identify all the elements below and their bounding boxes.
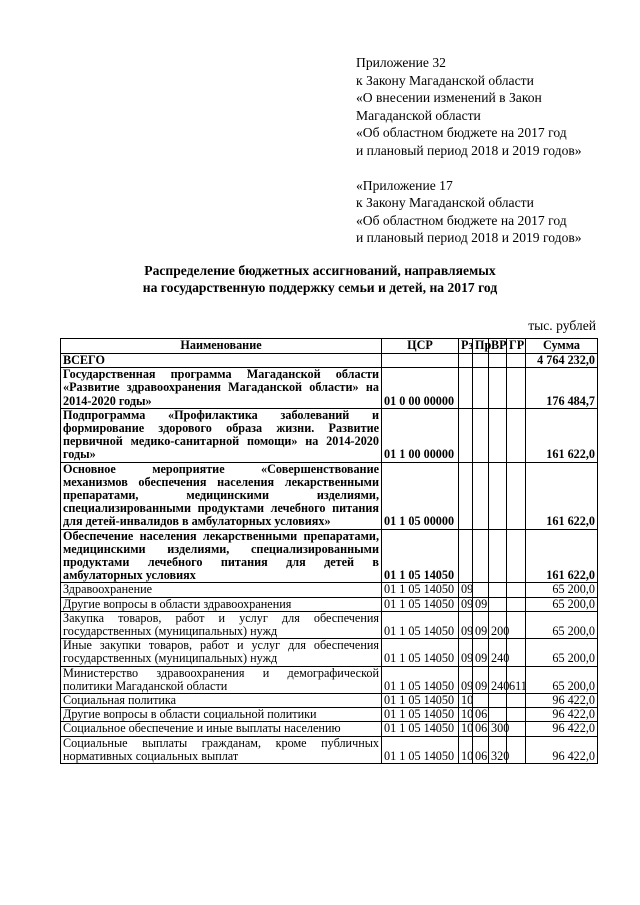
cell-csr	[382, 354, 459, 368]
cell-name: Министерство здравоохранения и демографической политики Магаданской области	[61, 666, 382, 693]
cell-csr: 01 1 05 14050	[382, 722, 459, 736]
table-row	[61, 597, 598, 611]
cell-rz	[459, 368, 473, 409]
table-row	[61, 694, 598, 708]
cell-rz: 09	[459, 583, 473, 597]
cell-rz: 10	[459, 736, 473, 763]
cell-sum: 96 422,0	[526, 694, 598, 708]
header-pr: Пр	[473, 339, 489, 354]
cell-vr	[489, 694, 507, 708]
cell-pr	[473, 462, 489, 529]
cell-gr	[507, 354, 526, 368]
cell-pr	[473, 529, 489, 583]
table-row	[61, 736, 598, 763]
cell-rz	[459, 408, 473, 462]
appendix-header	[356, 54, 626, 247]
cell-pr: 09	[473, 611, 489, 638]
cell-name: ВСЕГО	[61, 354, 382, 368]
header-rz: Рз	[459, 339, 473, 354]
cell-pr	[473, 583, 489, 597]
cell-name: Подпрограмма «Профилактика заболеваний и формирование здорового образа жизни. Развитие первичной медико-санитарной помощи» на 2014-2020 годы»	[61, 408, 382, 462]
cell-rz: 09	[459, 639, 473, 666]
cell-gr	[507, 408, 526, 462]
cell-name: Основное мероприятие «Совершенствование механизмов обеспечения населения лекарственными препаратами, медицинскими изделиями, специализированными продуктами лечебного питания для детей-инвалидов в амбулаторных условиях»	[61, 462, 382, 529]
cell-sum: 161 622,0	[526, 529, 598, 583]
table-row	[61, 722, 598, 736]
header-sum: Сумма	[526, 339, 598, 354]
cell-pr: 09	[473, 666, 489, 693]
cell-gr: 611	[507, 666, 526, 693]
cell-vr	[489, 708, 507, 722]
table-row	[61, 708, 598, 722]
cell-gr	[507, 736, 526, 763]
cell-sum: 65 200,0	[526, 639, 598, 666]
cell-sum: 65 200,0	[526, 611, 598, 638]
cell-pr: 06	[473, 722, 489, 736]
table-row	[61, 529, 598, 583]
table-body	[61, 354, 598, 764]
cell-rz	[459, 462, 473, 529]
cell-vr	[489, 368, 507, 409]
cell-rz: 09	[459, 666, 473, 693]
cell-vr	[489, 597, 507, 611]
cell-sum: 161 622,0	[526, 462, 598, 529]
cell-gr	[507, 611, 526, 638]
cell-sum: 176 484,7	[526, 368, 598, 409]
cell-sum: 96 422,0	[526, 722, 598, 736]
cell-pr: 06	[473, 736, 489, 763]
cell-sum: 96 422,0	[526, 708, 598, 722]
cell-sum: 161 622,0	[526, 408, 598, 462]
spacer	[356, 160, 626, 177]
cell-gr	[507, 708, 526, 722]
cell-rz	[459, 354, 473, 368]
table-row	[61, 462, 598, 529]
cell-gr	[507, 722, 526, 736]
cell-pr	[473, 368, 489, 409]
cell-pr: 09	[473, 597, 489, 611]
cell-gr	[507, 639, 526, 666]
appendix-block-original: «Приложение 17 к Закону Магаданской области «Об областном бюджете на 2017 год и плановый период 2018 и 2019 годов»	[356, 177, 582, 246]
cell-pr: 09	[473, 639, 489, 666]
cell-name: Социальное обеспечение и иные выплаты населению	[61, 722, 382, 736]
cell-vr	[489, 462, 507, 529]
cell-sum: 4 764 232,0	[526, 354, 598, 368]
header-gr: ГР	[507, 339, 526, 354]
table-row	[61, 611, 598, 638]
table-row	[61, 639, 598, 666]
cell-csr: 01 1 05 14050	[382, 708, 459, 722]
cell-gr	[507, 597, 526, 611]
cell-vr: 200	[489, 611, 507, 638]
cell-sum: 65 200,0	[526, 666, 598, 693]
cell-csr: 01 1 05 14050	[382, 597, 459, 611]
cell-rz: 10	[459, 708, 473, 722]
cell-csr: 01 1 05 14050	[382, 736, 459, 763]
cell-name: Другие вопросы в области социальной политики	[61, 708, 382, 722]
cell-gr	[507, 694, 526, 708]
cell-gr	[507, 368, 526, 409]
cell-csr: 01 1 00 00000	[382, 408, 459, 462]
cell-csr: 01 1 05 14050	[382, 694, 459, 708]
cell-csr: 01 1 05 00000	[382, 462, 459, 529]
cell-rz: 10	[459, 694, 473, 708]
cell-vr: 240	[489, 666, 507, 693]
cell-gr	[507, 583, 526, 597]
cell-pr	[473, 408, 489, 462]
cell-name: Здравоохранение	[61, 583, 382, 597]
units-label: тыс. рублей	[528, 318, 596, 333]
cell-vr: 240	[489, 639, 507, 666]
cell-name: Обеспечение населения лекарственными препаратами, медицинскими изделиями, специализированными продуктами лечебного питания для детей в амбулаторных условиях	[61, 529, 382, 583]
cell-name: Социальная политика	[61, 694, 382, 708]
cell-gr	[507, 462, 526, 529]
header-vr: ВР	[489, 339, 507, 354]
cell-csr: 01 0 00 00000	[382, 368, 459, 409]
cell-vr: 300	[489, 722, 507, 736]
cell-sum: 65 200,0	[526, 583, 598, 597]
header-csr: ЦСР	[382, 339, 459, 354]
cell-name: Социальные выплаты гражданам, кроме публичных нормативных социальных выплат	[61, 736, 382, 763]
cell-csr: 01 1 05 14050	[382, 666, 459, 693]
table-row	[61, 354, 598, 368]
cell-name: Закупка товаров, работ и услуг для обеспечения государственных (муниципальных) нужд	[61, 611, 382, 638]
cell-name: Иные закупки товаров, работ и услуг для обеспечения государственных (муниципальных) нужд	[61, 639, 382, 666]
table-row	[61, 368, 598, 409]
cell-csr: 01 1 05 14050	[382, 639, 459, 666]
cell-csr: 01 1 05 14050	[382, 611, 459, 638]
cell-vr	[489, 529, 507, 583]
cell-vr: 320	[489, 736, 507, 763]
cell-vr	[489, 354, 507, 368]
cell-sum: 65 200,0	[526, 597, 598, 611]
table-row	[61, 408, 598, 462]
appendix-block-current: Приложение 32 к Закону Магаданской области «О внесении изменений в Закон Магаданской области «Об областном бюджете на 2017 год и плановый период 2018 и 2019 годов»	[356, 55, 582, 158]
cell-pr: 06	[473, 708, 489, 722]
cell-rz: 09	[459, 611, 473, 638]
cell-vr	[489, 583, 507, 597]
table-header-row	[61, 339, 598, 354]
budget-table	[60, 338, 598, 764]
cell-rz: 09	[459, 597, 473, 611]
cell-sum: 96 422,0	[526, 736, 598, 763]
cell-pr	[473, 694, 489, 708]
document-title: Распределение бюджетных ассигнований, направляемых на государственную поддержку семьи и детей, на 2017 год	[142, 263, 498, 295]
cell-rz	[459, 529, 473, 583]
cell-vr	[489, 408, 507, 462]
cell-gr	[507, 529, 526, 583]
cell-csr: 01 1 05 14050	[382, 583, 459, 597]
cell-name: Другие вопросы в области здравоохранения	[61, 597, 382, 611]
table-row	[61, 666, 598, 693]
cell-name: Государственная программа Магаданской области «Развитие здравоохранения Магаданской области» на 2014-2020 годы»	[61, 368, 382, 409]
table-row	[61, 583, 598, 597]
cell-rz: 10	[459, 722, 473, 736]
cell-pr	[473, 354, 489, 368]
header-name: Наименование	[61, 339, 382, 354]
cell-csr: 01 1 05 14050	[382, 529, 459, 583]
